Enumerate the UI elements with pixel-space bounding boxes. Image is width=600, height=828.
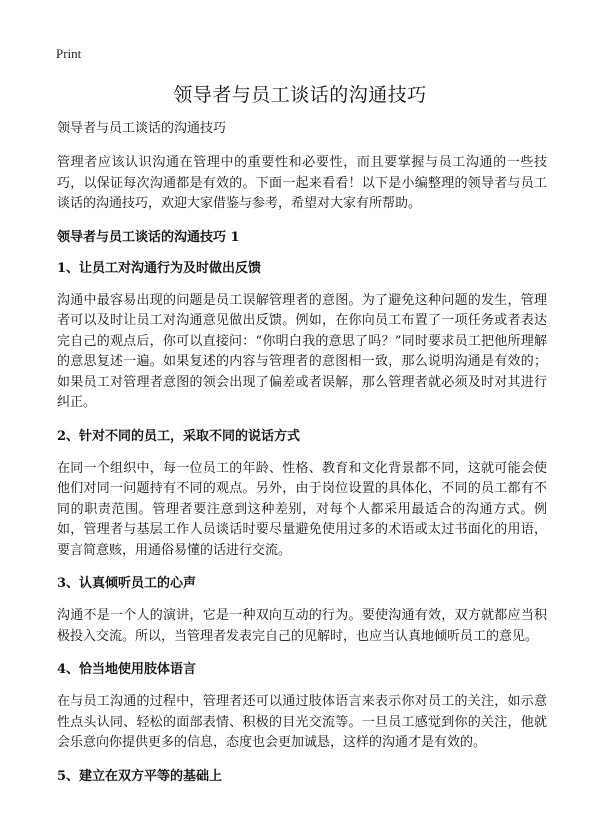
section-heading: 4、恰当地使用肢体语言 — [57, 662, 197, 677]
section-paragraph: 沟通不是一个人的演讲，它是一种双向互动的行为。要使沟通有效，双方就都应当积极投入交流。所以，当管理者发表完自己的见解时，也应当认真地倾听员工的意见。 — [57, 608, 547, 644]
article-subtitle: 领导者与员工谈话的沟通技巧 — [57, 121, 227, 136]
print-link[interactable]: Print — [56, 46, 82, 61]
part-heading: 领导者与员工谈话的沟通技巧 1 — [57, 229, 240, 245]
page-title: 领导者与员工谈话的沟通技巧 — [173, 84, 427, 106]
intro-paragraph: 管理者应该认识沟通在管理中的重要性和必要性，而且要掌握与员工沟通的一些技巧，以保证每次沟通都是有效的。下面一起来看看！以下是小编整理的领导者与员工谈话的沟通技巧，欢迎大家借鉴与参考，希望对大家有所帮助。 — [57, 155, 547, 211]
article-body — [57, 120, 547, 799]
section-heading: 2、针对不同的员工，采取不同的说话方式 — [57, 428, 301, 444]
section-paragraph: 在同一个组织中，每一位员工的年龄、性格、教育和文化背景都不同，这就可能会使他们对同一问题持有不同的观点。另外，由于岗位设置的具体化，不同的员工都有不同的职责范围。管理者要注意到这种差别，对每个人都采用最适合的沟通方式。例如，管理者与基层工作人员谈话时要尽量避免使用过多的术语或太过书面化的用语，要言简意赅，用通俗易懂的话进行交流。 — [57, 460, 547, 558]
section-heading: 3、认真倾听员工的心声 — [57, 576, 197, 591]
section-paragraph: 在与员工沟通的过程中，管理者还可以通过肢体语言来表示你对员工的关注，如示意性点头认同、轻松的面部表情、积极的目光交流等。一旦员工感觉到你的关注，他就会乐意向你提供更多的信息，态度也会更加诚恳，这样的沟通才是有效的。 — [57, 694, 547, 750]
section-heading: 1、让员工对沟通行为及时做出反馈 — [57, 260, 262, 276]
section-paragraph: 沟通中最容易出现的问题是员工误解管理者的意图。为了避免这种问题的发生，管理者可以及时让员工对沟通意见做出反馈。例如，在你向员工布置了一项任务或者表达完自己的观点后，你可以直接问：“你明白我的意思了吗？”同时要求员工把他所理解的意思复述一遍。如果复述的内容与管理者的意图相一致，那么说明沟通是有效的；如果员工对管理者意图的领会出现了偏差或者误解，那么管理者就必须及时对其进行纠正。 — [57, 292, 547, 410]
section-heading: 5、建立在双方平等的基础上 — [57, 768, 223, 784]
